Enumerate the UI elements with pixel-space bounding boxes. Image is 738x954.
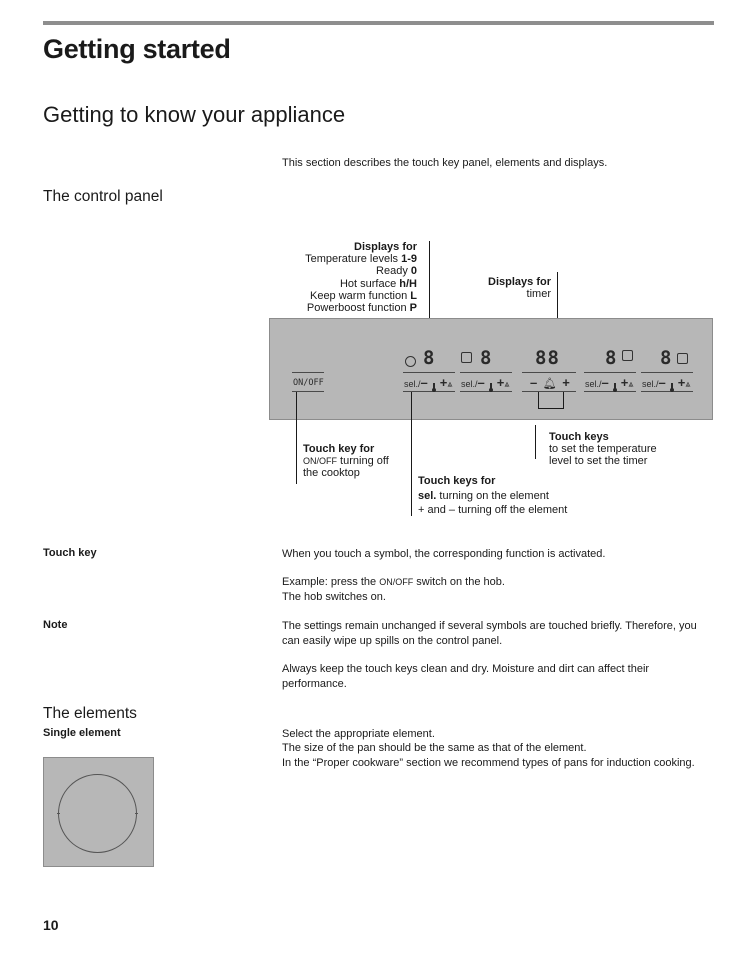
key-rule-4 — [584, 372, 636, 373]
elements-line-2: The size of the pan should be the same as that of the element. — [282, 742, 587, 754]
callout-timer-title: Displays for — [488, 276, 551, 288]
touch-key-para-2-key: ON/OFF — [379, 577, 414, 587]
cooking-zone-ring — [58, 774, 137, 853]
zone-2-keys — [461, 375, 509, 390]
callout-onoff-title: Touch key for — [303, 443, 375, 455]
callout-displays-line-3: Hot surface — [339, 277, 397, 290]
leader-timer-keys-bar — [538, 408, 564, 409]
single-element-label: Single element — [43, 727, 121, 739]
zone-2-display: 8 — [480, 347, 493, 369]
zone-3-sel-key[interactable]: sel./ — [585, 379, 602, 389]
note-label: Note — [43, 619, 68, 631]
ring-tick-left — [57, 813, 60, 814]
symbol-ready: 0 — [410, 265, 417, 278]
zone-1-pot-icon — [405, 356, 416, 367]
callout-onoff-line1: turning off — [337, 455, 389, 468]
elements-line-3: In the “Proper cookware” section we recommend types of pans for induction cooking. — [282, 757, 695, 769]
note-para-1: The settings remain unchanged if several symbols are touched briefly. Therefore, you can easily wipe up spills on the control panel. — [282, 620, 697, 647]
zone-1-boost-icon[interactable]: ⩓ — [447, 379, 453, 389]
key-rule-5 — [641, 372, 693, 373]
callout-touch-keys-line2: level to set the timer — [549, 455, 648, 468]
zone-2-minus-key[interactable]: – — [477, 375, 485, 390]
single-element-illustration — [43, 757, 154, 867]
page-number: 10 — [43, 917, 59, 933]
callout-displays-line-5: Powerboost function — [306, 302, 407, 315]
callout-displays-line-2: Ready — [376, 265, 408, 278]
symbol-keep-warm: L — [410, 289, 417, 302]
key-rule-2 — [460, 372, 512, 373]
zone-3-plus-key[interactable]: + — [620, 375, 629, 390]
zone-3-display: 8 — [605, 347, 618, 369]
note-para-2: Always keep the touch keys clean and dry. Moisture and dirt can affect their performance. — [282, 663, 650, 690]
callout-touch-keys-line1: to set the temperature — [549, 443, 657, 456]
zone-1-keys — [404, 375, 452, 390]
callout-onoff — [303, 443, 423, 480]
onoff-key[interactable]: ON/OFF — [293, 378, 324, 388]
chapter-title: Getting started — [43, 34, 231, 64]
touch-key-label: Touch key — [43, 547, 97, 559]
key-rule-1 — [403, 372, 455, 373]
bell-icon: 🔔︎ — [542, 378, 557, 390]
thermometer-icon — [490, 383, 492, 390]
callout-displays-line-1: Temperature levels — [305, 253, 399, 266]
zone-4-display: 8 — [660, 347, 673, 369]
intro-text: This section describes the touch key panel, elements and displays. — [282, 157, 608, 169]
callout-sel-line1: turning on the element — [436, 489, 549, 502]
zone-3-minus-key[interactable]: – — [601, 375, 609, 390]
key-rule-5b — [641, 391, 693, 392]
leader-onoff — [296, 392, 297, 484]
control-panel-illustration — [269, 318, 713, 420]
thermometer-icon — [614, 383, 616, 390]
callout-onoff-key: ON/OFF — [303, 456, 337, 467]
section-title: Getting to know your appliance — [43, 102, 346, 127]
touch-key-para-2-pre: Example: press the — [282, 576, 380, 588]
elements-line-1: Select the appropriate element. — [282, 728, 435, 740]
callout-displays-title: Displays for — [354, 241, 417, 253]
thermometer-icon — [671, 383, 673, 390]
callout-sel-line2: + and – turning off the element — [418, 504, 568, 516]
zone-2-plus-key[interactable]: + — [496, 375, 505, 390]
callout-sel-key: sel. — [418, 489, 437, 502]
zone-1-minus-key[interactable]: – — [420, 375, 428, 390]
zone-4-plus-key[interactable]: + — [677, 375, 686, 390]
leader-timer-keys-right — [563, 392, 564, 408]
timer-minus-key[interactable]: – — [530, 375, 538, 390]
thermometer-icon — [433, 383, 435, 390]
control-panel-heading: The control panel — [43, 188, 163, 205]
zone-3-boost-icon[interactable]: ⩓ — [628, 379, 634, 389]
symbol-temp-levels: 1-9 — [401, 253, 417, 266]
callout-displays — [270, 241, 417, 314]
zone-2-pot-icon — [461, 352, 472, 363]
zone-2-sel-key[interactable]: sel./ — [461, 379, 478, 389]
zone-3-keys — [585, 375, 633, 390]
touch-key-para-2 — [282, 575, 712, 590]
callout-touch-keys-title: Touch keys — [549, 431, 609, 443]
ring-tick-right — [135, 813, 138, 814]
leader-touch-keys — [535, 425, 536, 459]
touch-key-para-3: The hob switches on. — [282, 591, 386, 603]
symbol-hot-surface: h/H — [399, 277, 417, 290]
callout-sel-title: Touch keys for — [418, 475, 496, 487]
onoff-rule-top — [292, 372, 324, 373]
callout-onoff-line2: the cooktop — [303, 467, 360, 480]
key-rule-3b — [522, 391, 576, 392]
timer-display: 88 — [535, 347, 560, 369]
callout-sel — [418, 474, 618, 518]
key-rule-2b — [460, 391, 512, 392]
zone-4-minus-key[interactable]: – — [658, 375, 666, 390]
zone-4-boost-icon[interactable]: ⩓ — [685, 379, 691, 389]
top-rule — [43, 21, 714, 25]
callout-displays-line-4: Keep warm function — [309, 289, 408, 302]
leader-timer-keys-left — [538, 392, 539, 408]
zone-3-pot-icon — [622, 350, 633, 361]
zone-2-boost-icon[interactable]: ⩓ — [504, 379, 510, 389]
key-rule-3 — [522, 372, 576, 373]
zone-4-sel-key[interactable]: sel./ — [642, 379, 659, 389]
key-rule-4b — [584, 391, 636, 392]
callout-timer-line: timer — [526, 288, 551, 301]
zone-1-plus-key[interactable]: + — [439, 375, 448, 390]
elements-heading: The elements — [43, 705, 137, 722]
touch-key-para-2-post: switch on the hob. — [413, 576, 505, 588]
timer-keys — [530, 375, 570, 390]
callout-timer — [470, 276, 551, 300]
touch-key-para-1: When you touch a symbol, the corresponding function is activated. — [282, 548, 606, 560]
zone-1-display: 8 — [423, 347, 436, 369]
callout-touch-keys — [549, 431, 689, 468]
symbol-powerboost: P — [409, 302, 417, 315]
zone-1-sel-key[interactable]: sel./ — [404, 379, 421, 389]
timer-plus-key[interactable]: + — [562, 375, 570, 390]
zone-4-pot-icon — [677, 353, 688, 364]
zone-4-keys — [642, 375, 690, 390]
